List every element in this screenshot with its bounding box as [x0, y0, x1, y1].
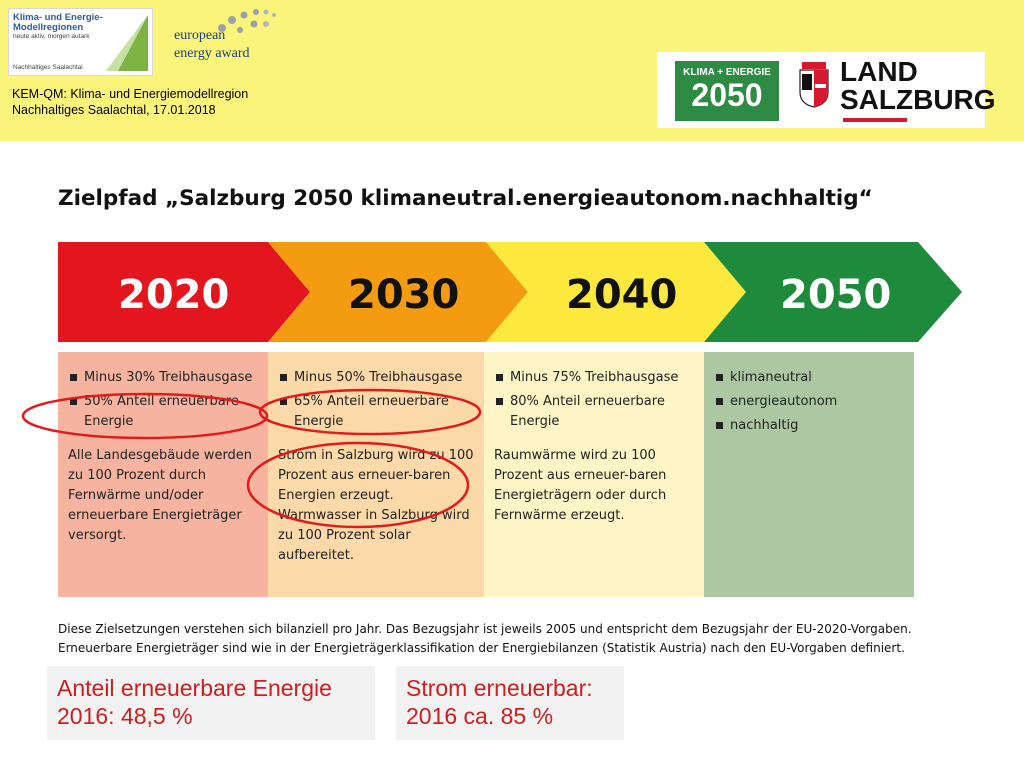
column-2050 — [704, 352, 914, 597]
footnote — [58, 620, 912, 658]
badge-year: 2050 — [691, 77, 763, 113]
eea-line1: european — [174, 28, 226, 43]
year-2040: 2040 — [566, 272, 678, 318]
description-2030: Strom in Salzburg wird zu 100 Prozent aus erneuer-baren Energien erzeugt. Warmwasser in Salzburg wird zu 100 Prozent solar aufbereitet. — [278, 448, 474, 563]
footnote-line2: Erneuerbare Energieträger sind wie in der Energieträgerklassifikation der Energiebilanzen (Statistik Austria) nach den EU-Vorgaben definiert. — [58, 641, 905, 655]
footnote-line1: Diese Zielsetzungen verstehen sich bilanziell pro Jahr. Das Bezugsjahr ist jeweils 2005 und entspricht dem Bezugsjahr der EU-2020-Vorgaben. — [58, 622, 912, 636]
callout-renewable-share — [47, 666, 375, 740]
callout-renewable-line2: 2016: 48,5 % — [57, 703, 193, 729]
land-salzburg-line2: SALZBURG — [840, 84, 996, 115]
bullet-item: klimaneutral — [714, 368, 904, 388]
bullet-list-2050 — [714, 368, 904, 436]
land-salzburg-line1: LAND — [840, 56, 918, 87]
bullet-item: 65% Anteil erneuerbare Energie — [278, 392, 474, 432]
year-2020: 2020 — [118, 272, 230, 318]
page-title: Zielpfad „Salzburg 2050 klimaneutral.energieautonom.nachhaltig“ — [58, 186, 873, 211]
kem-logo-line1: Klima- und Energie- — [13, 12, 103, 23]
bullet-list-2040 — [494, 368, 694, 432]
header-caption-line1: KEM-QM: Klima- und Energiemodellregion — [12, 87, 249, 101]
column-2040 — [484, 352, 704, 597]
bullet-item: 80% Anteil erneuerbare Energie — [494, 392, 694, 432]
kem-logo-region: Nachhaltiges Saalachtal — [13, 64, 83, 71]
callout-renewable-line1: Anteil erneuerbare Energie — [57, 675, 332, 701]
year-2030: 2030 — [348, 272, 460, 318]
kem-logo-line2: Modellregionen — [13, 22, 84, 33]
callout-renewable-power — [396, 666, 624, 740]
callout-power-line2: 2016 ca. 85 % — [406, 703, 554, 729]
column-2030 — [268, 352, 484, 597]
bullet-list-2020 — [68, 368, 258, 432]
kem-logo-tagline: heute aktiv, morgen autark — [13, 33, 90, 40]
year-2050: 2050 — [780, 272, 892, 318]
bullet-item: nachhaltig — [714, 416, 904, 436]
bullet-list-2030 — [278, 368, 474, 432]
bullet-item: energieautonom — [714, 392, 904, 412]
bullet-item: Minus 75% Treibhausgase — [494, 368, 694, 388]
callout-power-line1: Strom erneuerbar: — [406, 675, 593, 701]
column-2020 — [58, 352, 268, 597]
badge-top-text: KLIMA + ENERGIE — [683, 67, 771, 78]
bullet-item: 50% Anteil erneuerbare Energie — [68, 392, 258, 432]
bullet-item: Minus 50% Treibhausgase — [278, 368, 474, 388]
description-2040: Raumwärme wird zu 100 Prozent aus erneuer-baren Energieträgern oder durch Fernwärme erzeugt. — [494, 448, 667, 523]
eea-line2: energy award — [174, 46, 250, 61]
bullet-item: Minus 30% Treibhausgase — [68, 368, 258, 388]
header-caption-line2: Nachhaltiges Saalachtal, 17.01.2018 — [12, 103, 216, 117]
description-2020: Alle Landesgebäude werden zu 100 Prozent durch Fernwärme und/oder erneuerbare Energieträger versorgt. — [68, 448, 253, 543]
